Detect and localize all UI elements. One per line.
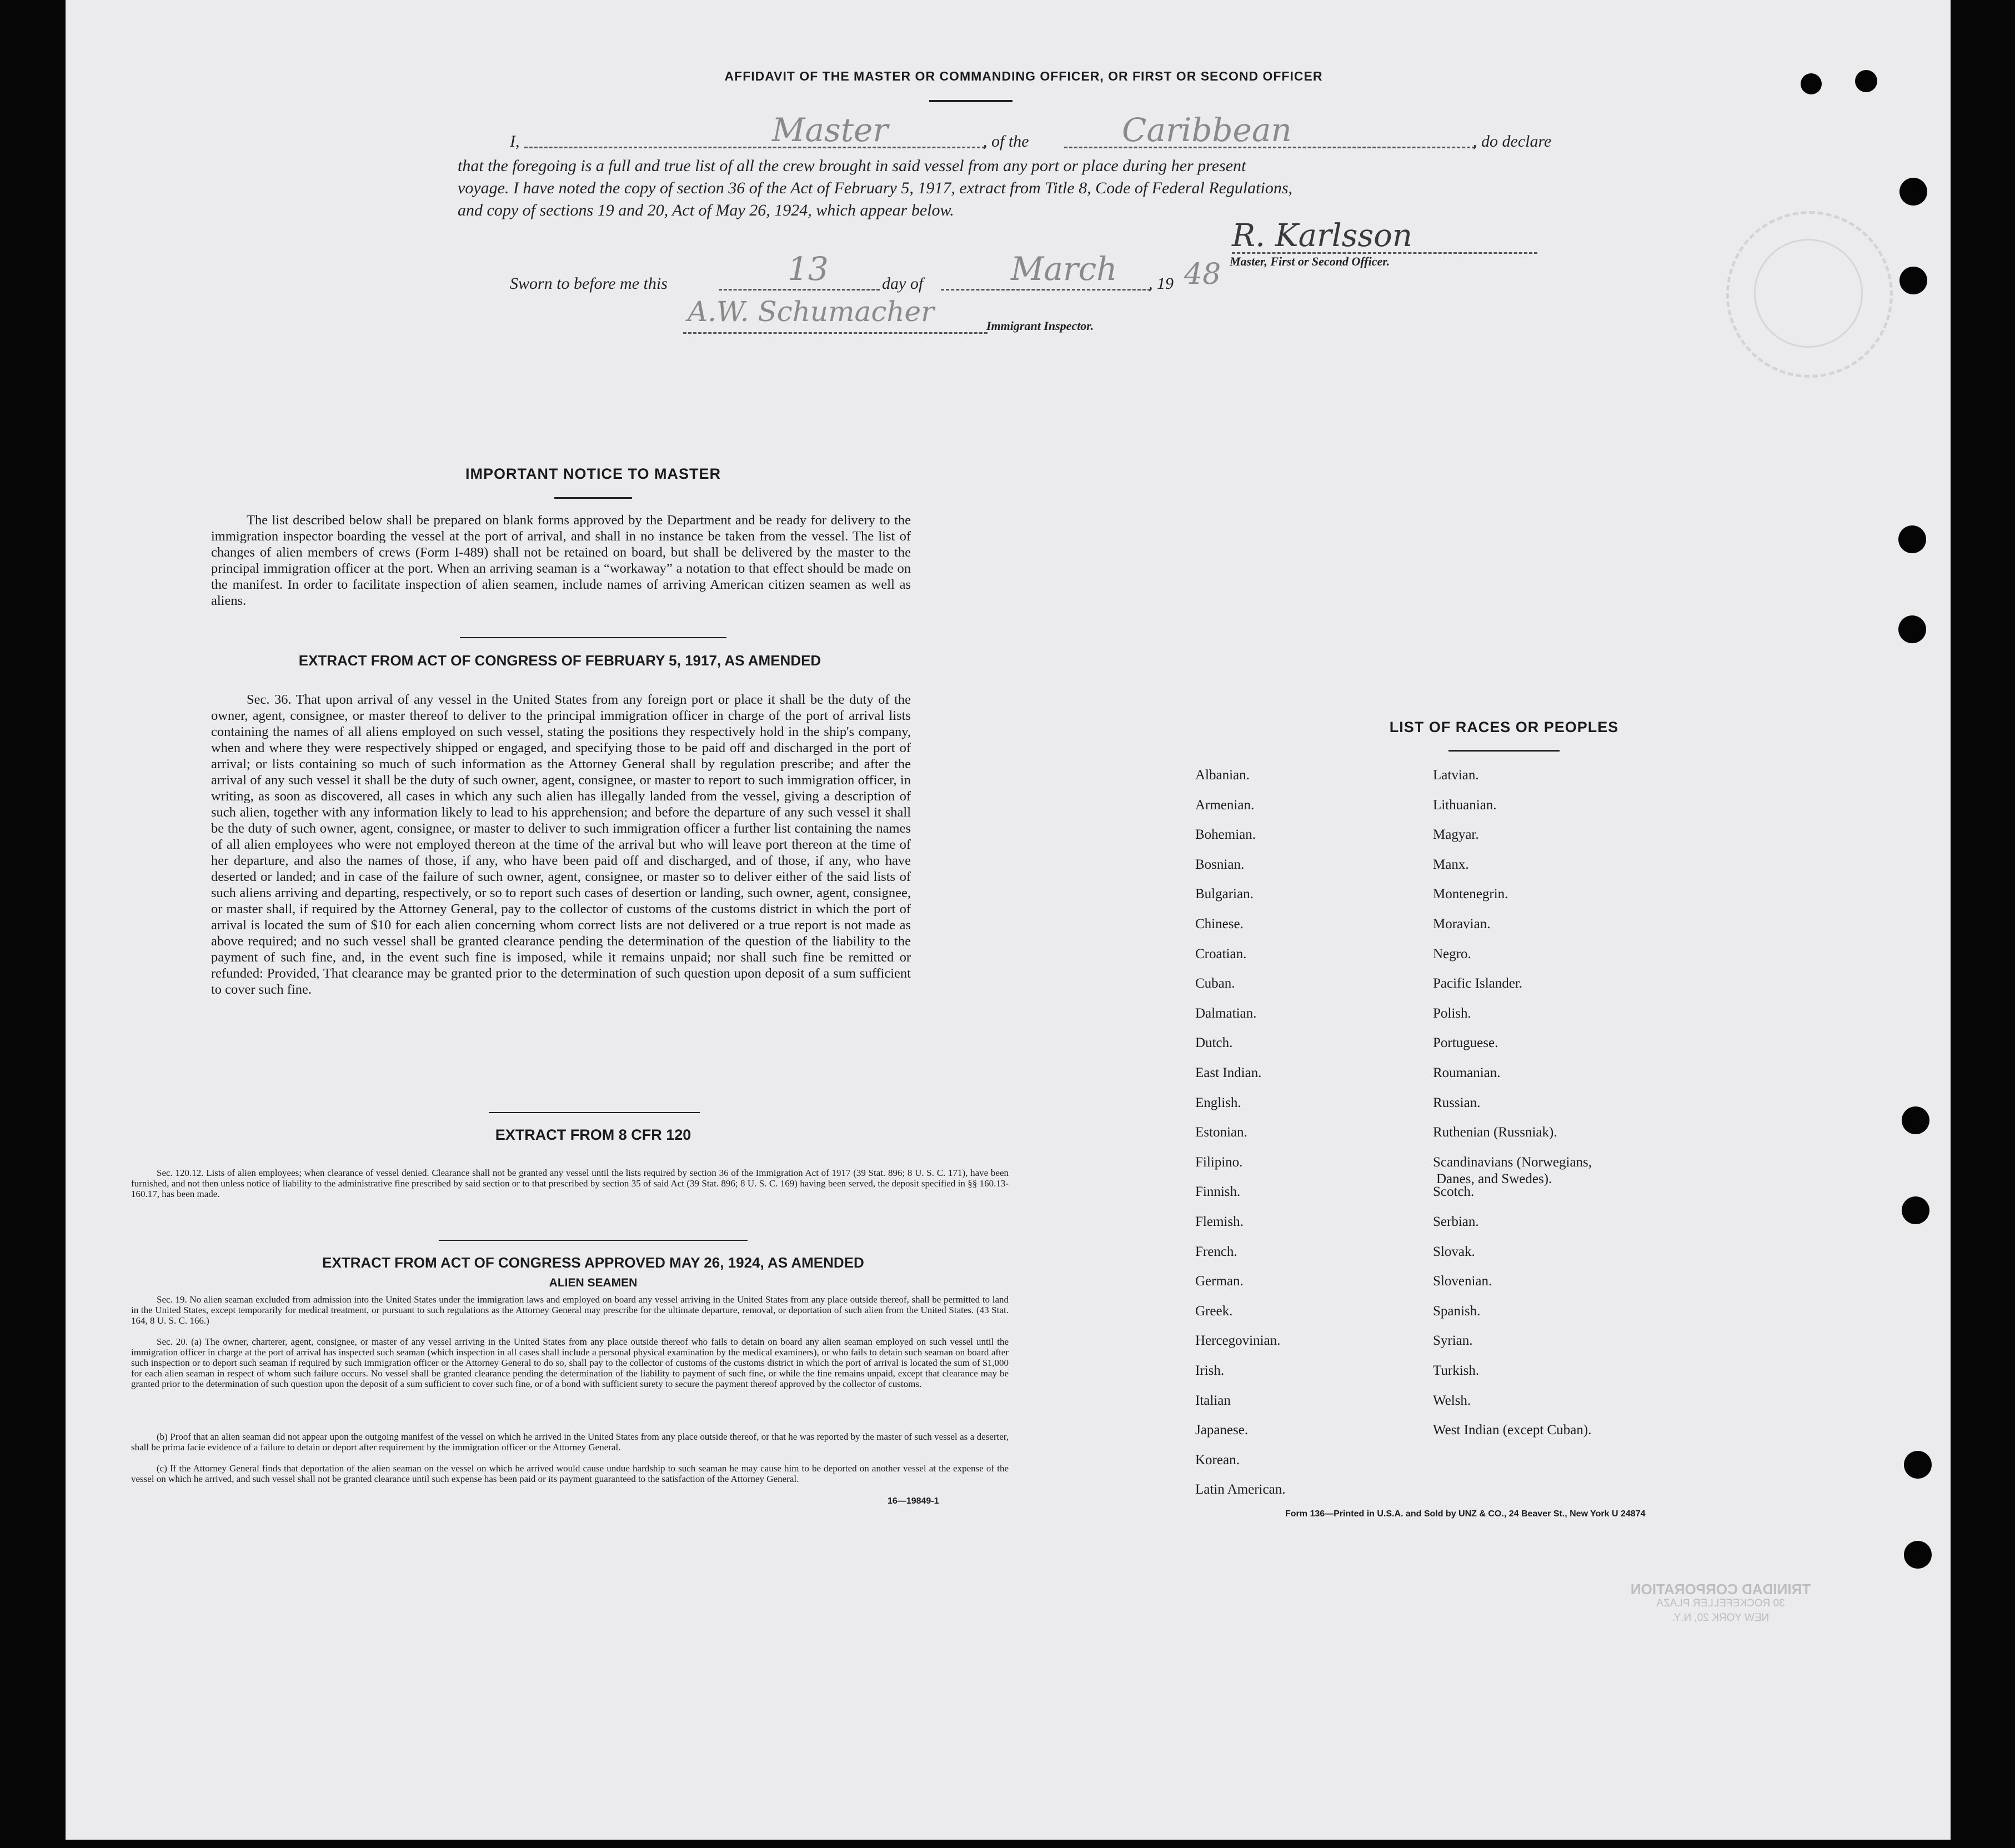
binder-hole xyxy=(1904,1451,1932,1479)
notice-text: The list described below shall be prepared on blank forms approved by the Department and be ready for delivery to the immigration inspector boarding the vessel at the port of arrival, and shall in no instance be taken from the vessel. The list of changes of alien members of crews (Form I-489) shall not be retained on board, but shall be delivered by the master to the principal immigration officer at the port. When an arriving seaman is a “workaway” a notation to that effect should be made on the manifest. In order to facilitate inspection of alien seamen, include names of arriving American citizen seamen as well as aliens. xyxy=(211,513,911,608)
race-item: Polish. xyxy=(1433,1005,1471,1021)
master-signature: R. Karlsson xyxy=(1232,218,1412,254)
day-handwritten: 13 xyxy=(788,250,829,288)
race-item: Montenegrin. xyxy=(1433,887,1508,902)
extract-1917-divider xyxy=(489,1112,700,1113)
rank-line xyxy=(524,147,985,148)
manifest-page xyxy=(66,0,1951,1840)
sec-19-text: Sec. 19. No alien seaman excluded from admission into the United States under the immigration laws and employed on board any vessel arriving in the United States from any place outside thereof, shall be permitted to land in the United States, except temporarily for medical treatment, or pursuant to such regulations as the Attorney General may prescribe for the ultimate departure, removal, or deportation of such alien from the United States. (43 Stat. 164, 8 U. S. C. 166.) xyxy=(131,1294,1009,1326)
binder-hole xyxy=(1904,1541,1932,1569)
race-item: Bohemian. xyxy=(1195,827,1256,843)
mirrored-company-stamp xyxy=(1565,1582,1876,1625)
race-item: Slovak. xyxy=(1433,1244,1475,1259)
i-label: I, xyxy=(510,132,520,151)
extract-1924-subtitle: ALIEN SEAMEN xyxy=(549,1276,638,1289)
race-item: Estonian. xyxy=(1195,1125,1247,1140)
affidavit-line-3: voyage. I have noted the copy of section 36 of the Act of February 5, 1917, extract from Title 8, Code of Federal Regulations, xyxy=(458,179,1293,197)
binder-hole xyxy=(1899,267,1927,294)
notice-divider xyxy=(460,637,726,638)
signature-caption: Master, First or Second Officer. xyxy=(1230,254,1390,268)
race-item: Roumanian. xyxy=(1433,1065,1501,1080)
race-item: Filipino. xyxy=(1195,1154,1243,1170)
binder-hole xyxy=(1902,1196,1929,1224)
race-item: Croatian. xyxy=(1195,946,1247,961)
inspector-signature: A.W. Schumacher xyxy=(688,296,935,328)
inspector-line xyxy=(683,332,988,334)
cfr-title: EXTRACT FROM 8 CFR 120 xyxy=(495,1126,691,1143)
sec-20b-text: (b) Proof that an alien seaman did not appear upon the outgoing manifest of the vessel on which he arrived in the United States from any place outside thereof, or that he was reported by the master of such vessel as a deserter, shall be prima facie evidence of a failure to detain or deport after requirement by the immigration officer or the Attorney General. xyxy=(131,1431,1009,1453)
races-underline xyxy=(1448,750,1560,752)
race-item: Pacific Islander. xyxy=(1433,976,1523,991)
stamp-line-1: TRINIDAD CORPORATION xyxy=(1630,1581,1811,1597)
race-item: English. xyxy=(1195,1095,1241,1110)
race-item: Cuban. xyxy=(1195,976,1235,991)
stamp-line-3: NEW YORK 20, N.Y. xyxy=(1672,1612,1770,1624)
vessel-handwritten: Caribbean xyxy=(1122,111,1292,149)
inspector-caption: Immigrant Inspector. xyxy=(986,319,1094,333)
race-item: Albanian. xyxy=(1195,768,1250,783)
race-item: Serbian. xyxy=(1433,1214,1479,1229)
extract-1924-title: EXTRACT FROM ACT OF CONGRESS APPROVED MAY 26, 1924, AS AMENDED xyxy=(322,1254,864,1271)
cfr-divider xyxy=(439,1240,748,1241)
race-item: Latvian. xyxy=(1433,768,1479,783)
stamp-line-2: 30 ROCKEFELLER PLAZA xyxy=(1656,1597,1785,1609)
race-item: Flemish. xyxy=(1195,1214,1244,1229)
race-item: West Indian (except Cuban). xyxy=(1433,1423,1592,1438)
race-item: Lithuanian. xyxy=(1433,797,1497,813)
year-handwritten: 48 xyxy=(1184,258,1221,291)
declare-label: , do declare xyxy=(1473,132,1552,151)
binder-hole xyxy=(1801,73,1822,94)
race-item: Hercegovinian. xyxy=(1195,1333,1281,1349)
year-prefix: , 19 xyxy=(1149,274,1174,293)
race-item: Irish. xyxy=(1195,1363,1225,1378)
race-item: Dutch. xyxy=(1195,1035,1233,1051)
races-title: LIST OF RACES OR PEOPLES xyxy=(1389,719,1619,735)
race-item: Danes, and Swedes). xyxy=(1436,1171,1552,1186)
binder-hole xyxy=(1898,525,1926,553)
race-item: Finnish. xyxy=(1195,1184,1241,1200)
race-item: Greek. xyxy=(1195,1303,1233,1319)
month-handwritten: March xyxy=(1011,250,1117,288)
affidavit-line-4: and copy of sections 19 and 20, Act of May 26, 1924, which appear below. xyxy=(458,201,954,219)
race-item: Russian. xyxy=(1433,1095,1481,1110)
race-item: Moravian. xyxy=(1433,917,1491,931)
race-item: Portuguese. xyxy=(1433,1035,1498,1051)
extract-1917-title: EXTRACT FROM ACT OF CONGRESS OF FEBRUARY 5, 1917, AS AMENDED xyxy=(298,652,821,669)
title-underline xyxy=(929,100,1012,102)
notice-underline xyxy=(554,497,632,499)
race-item: Scandinavians (Norwegians, xyxy=(1433,1154,1592,1170)
race-item: Spanish. xyxy=(1433,1303,1481,1319)
race-item: Manx. xyxy=(1433,857,1469,872)
embossed-seal-inner xyxy=(1754,239,1863,348)
race-item: Japanese. xyxy=(1195,1423,1249,1438)
race-item: Chinese. xyxy=(1195,917,1244,931)
race-item: Korean. xyxy=(1195,1452,1240,1468)
cfr-text: Sec. 120.12. Lists of alien employees; when clearance of vessel denied. Clearance shall not be granted any vessel until the lists required by section 36 of the Immigration Act of 1917 (39 Stat. 896; 8 U. S. C. 171), have been furnished, and not then unless notice of liability to the administrative fine prescribed by said section or to that prescribed by section 35 of said Act (39 Stat. 896; 8 U. S. C. 169) having been served, the deposit specified in §§ 160.13-160.17, has been made. xyxy=(131,1168,1009,1199)
affidavit-title: AFFIDAVIT OF THE MASTER OR COMMANDING OFFICER, OR FIRST OR SECOND OFFICER xyxy=(724,69,1323,83)
month-line xyxy=(941,289,1151,291)
binder-hole xyxy=(1898,615,1926,643)
binder-hole xyxy=(1899,178,1927,206)
race-item: Bosnian. xyxy=(1195,857,1245,872)
race-item: Ruthenian (Russniak). xyxy=(1433,1125,1557,1140)
race-item: Latin American. xyxy=(1195,1482,1286,1498)
form-code: 16—19849-1 xyxy=(888,1496,939,1506)
sec-20c-text: (c) If the Attorney General finds that deportation of the alien seaman on the vessel on which he arrived would cause undue hardship to such seaman he may cause him to be deported on another vessel at the expense of the vessel on which he arrived, and such vessel shall not be granted clearance until such expense has been paid or its payment guaranteed to the satisfaction of the Attorney General. xyxy=(131,1463,1009,1484)
binder-hole xyxy=(1902,1106,1929,1134)
race-item: Welsh. xyxy=(1433,1393,1471,1408)
sec-20a-text: Sec. 20. (a) The owner, charterer, agent, consignee, or master of any vessel arriving in the United States from any place outside thereof who fails to detain on board any alien seaman employed on such vessel until the immigration officer in charge at the port of arrival has inspected such seaman (which inspection in all cases shall include a personal physical examination by the medical examiners), or who fails to detain such seaman on board after such inspection or to deport such seaman if required by such immigration officer or the Attorney General to do so, shall pay to the collector of customs of the customs district in which the port of arrival is located the sum of $1,000 for each alien seaman in respect of whom such failure occurs. No vessel shall be granted clearance pending the determination of the liability to payment of such fine, or while the fine remains unpaid, except that clearance may be granted prior to the determination of such question upon the deposit of a sum sufficient to cover such fine, or of a bond with sufficient surety to secure the payment thereof approved by the collector of customs. xyxy=(131,1336,1009,1389)
form-printer-note: Form 136—Printed in U.S.A. and Sold by UNZ & CO., 24 Beaver St., New York U 24874 xyxy=(1285,1509,1646,1519)
race-item: Magyar. xyxy=(1433,827,1479,843)
affidavit-line-2: that the foregoing is a full and true list of all the crew brought in said vessel from any port or place during her present xyxy=(458,157,1246,175)
race-item: Syrian. xyxy=(1433,1333,1473,1349)
race-item: Negro. xyxy=(1433,946,1471,961)
race-item: East Indian. xyxy=(1195,1065,1262,1080)
race-item: German. xyxy=(1195,1274,1244,1289)
sworn-label: Sworn to before me this xyxy=(510,274,668,293)
day-line xyxy=(719,289,880,291)
notice-title: IMPORTANT NOTICE TO MASTER xyxy=(465,465,721,482)
of-the-label: , of the xyxy=(983,132,1029,151)
race-item: Slovenian. xyxy=(1433,1274,1492,1289)
race-item: Italian xyxy=(1195,1393,1231,1408)
race-item: French. xyxy=(1195,1244,1237,1259)
race-item: Turkish. xyxy=(1433,1363,1480,1378)
rank-handwritten: Master xyxy=(772,111,889,149)
extract-1917-text: Sec. 36. That upon arrival of any vessel in the United States from any foreign port or place it shall be the duty of the owner, agent, consignee, or master thereof to deliver to the principal immigration officer in charge of the port of arrival lists containing the names of all aliens employed on such vessel, stating the positions they respectively hold in the ship's company, when and where they were respectively shipped or engaged, and specifying those to be paid off and discharged in the port of arrival; or lists containing so much of such information as the Attorney General shall by regulation prescribe; and after the arrival of any such vessel it shall be the duty of such owner, agent, consignee, or master to report to such immigration officer, in writing, as soon as discovered, all cases in which any such alien has illegally landed from the vessel, giving a description of such alien, together with any information likely to lead to his apprehension; and before the departure of any such vessel it shall be the duty of such owner, agent, consignee, or master to deliver to such immigration officer a further list containing the names of all alien employees who were not employed thereon at the time of the arrival but who will leave port thereon at the time of her departure, and also the names of those, if any, who have been paid off and discharged, and of those, if any, who have deserted or landed; and in case of the failure of such owner, agent, consignee, or master so to deliver either of the said lists of such aliens arriving and departing, respectively, or so to report such cases of desertion or landing, such owner, agent, consignee, or master shall, if required by the Attorney General, pay to the collector of customs of the customs district in which the port of arrival is located the sum of $10 for each alien concerning whom correct lists are not delivered or a true report is not made as above required; and no such vessel shall be granted clearance pending the determination of the question of the liability to the payment of such fine, and, in the event such fine is imposed, while it remains unpaid; nor shall such fine be remitted or refunded: Provided, That clearance may be granted prior to the determination of such question upon deposit of a sum sufficient to cover such fine. xyxy=(211,692,911,997)
binder-hole xyxy=(1855,70,1877,92)
day-of-label: day of xyxy=(882,274,924,293)
race-item: Dalmatian. xyxy=(1195,1005,1257,1021)
race-item: Armenian. xyxy=(1195,797,1255,813)
race-item: Bulgarian. xyxy=(1195,887,1254,902)
race-item: Scotch. xyxy=(1433,1184,1475,1200)
